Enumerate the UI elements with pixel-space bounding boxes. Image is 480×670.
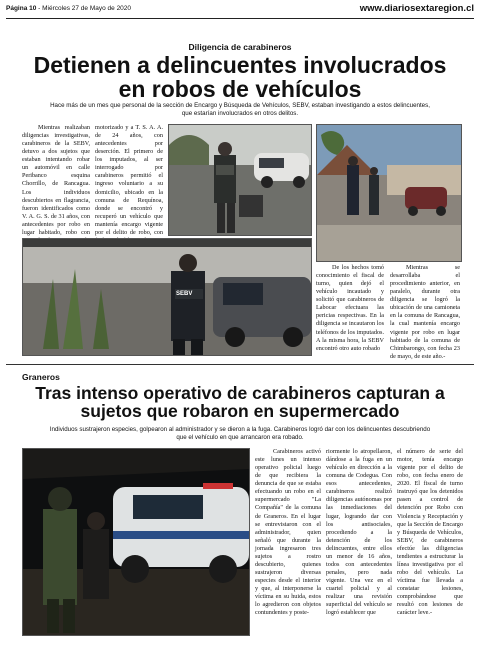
- article1-column-2: [95, 124, 163, 238]
- article1-column-4: [390, 264, 460, 360]
- article1-lead: [10, 102, 470, 118]
- article1-headline-line1: Detienen a delincuentes involucrados: [33, 52, 447, 78]
- article1-section: Diligencia de carabineros: [188, 42, 292, 52]
- article1-col2-text: motorizado y a T. S. A. A. de 24 años, con antecedentes por deserción. El primero de los imputados, al ser interrogado por carabineros permitió el ingreso voluntario a su domicilio, ubicado en la comuna de Requínoa, donde se encontró y recuperó un vehículo que mantenía encargo vigente por el delito de robo, con: [95, 124, 163, 236]
- article1-column-3: [316, 264, 384, 354]
- article2-col2-text: riormente lo atropellaron, dándose a la fuga en un vehículo en dirección a la comuna de Codegua. Con esos antecedentes, carabineros realizó diligencias autónomas por las inmediaciones del lugar, logrando dar con los antisociales, procediendo a la detención de los delincuentes, entre ellos un menor de 16 años, todos con antecedentes penales, pero nada vigente. Una vez en el cuartel policial y al realizar una revisión superficial del vehículo se logró establecer que: [326, 448, 392, 617]
- page-number: Página 10: [6, 5, 37, 12]
- article2-lead-line2: que el vehículo en que arrancaron era robado.: [176, 433, 304, 441]
- article2-col1-text: Carabineros activó este lunes un intenso operativo policial luego de que recibiera la denuncia de que se estaba efectuando un robo en el supermercado "La Compañía" de la comuna de Graneros. En el lugar se entrevistaron con el administrador, quien señaló que durante la jornada ingresaron tres sujetos a rostro descubierto, quienes sustrajeron diversas especies desde el interior y que, al interponerse la víctima en su huida, estos lo agredieron con objetos contundentes y poste-: [255, 448, 321, 617]
- article1-photo-3: [22, 238, 312, 356]
- sebv-badge-text: SEBV: [176, 291, 193, 297]
- article2-headline: [0, 384, 480, 421]
- article2-column-3: [397, 448, 463, 634]
- article1-lead-line2: que estarían involucrados en otros delitos.: [181, 109, 299, 117]
- site-url[interactable]: www.diariosextaregion.cl: [359, 3, 474, 14]
- article1-column-1: [22, 124, 90, 238]
- article2-headline-line2: sujetos que robaron en supermercado: [80, 401, 400, 422]
- article2-col3-text: el número de serie del motor, tenía encargo vigente por el delito de robo, con fecha enero de 2020. El fiscal de turno instruyó que los detenidos pasen a control de detención por Robo con Violencia y Receptación y que la Sección de Encargo y Búsqueda de Vehículos, SEBV, de carabineros efectúe las diligencias tendientes a estructurar la línea investigativa por el robo del vehículo. La víctima fue llevada a constatar lesiones, comprobándose que resultó con lesiones de carácter leve.-: [397, 448, 463, 617]
- article1-col1-text: Mientras realizaban diligencias investigativas, carabineros de la SEBV, detuvo a dos sujetos que estaban intentando robar un automóvil en calle Peribanco esquina Chorrillo, de Rancagua. Los individuos descubiertos en flagrancia, fueron identificados como V. A. G. S. de 31 años, con antecedentes por robo en lugar habitado, robo con: [22, 124, 90, 236]
- article2-lead: [10, 426, 470, 442]
- article1-photo-1: [168, 124, 312, 236]
- article2-photo: [22, 448, 250, 636]
- page-info: [6, 5, 131, 12]
- article2-section: Graneros: [22, 372, 60, 382]
- article1-col3-text: De los hechos tomó conocimiento el fiscal de turno, quien dejó el vehículo incautado y solicitó que carabineros de Labocar efectuara las pericias respectivas. En la diligencia se incautaron los teléfonos de los imputados. A la misma hora, la SEBV encontró otro auto robado: [316, 264, 384, 352]
- page-date: - Miércoles 27 de Mayo de 2020: [38, 5, 132, 12]
- article1-headline-line2: en robos de vehículos: [118, 76, 362, 103]
- article-divider: [6, 364, 474, 365]
- article2-headline-line1: Tras intenso operativo de carabineros capturan a: [35, 383, 445, 403]
- article1-headline: [0, 53, 480, 101]
- article2-column-1: [255, 448, 321, 634]
- article1-photo-2: [316, 124, 462, 262]
- article2-lead-line1: Individuos sustrajeron especies, golpearon al administrador y se dieron a la fuga. Carabineros logró dar con los delincuentes descubriendo: [49, 426, 431, 433]
- article1-lead-line1: Hace más de un mes que personal de la sección de Encargo y Búsqueda de Vehículos, SEBV, estaban investigando a estos delincuentes,: [50, 102, 430, 109]
- article2-column-2: [326, 448, 392, 634]
- page-header: [6, 4, 474, 19]
- article1-col4-text: Mientras se desarrollaba el procedimiento anterior, en paralelo, durante otra diligencia se logró la ubicación de una camioneta en la comuna de Rancagua, la cual mantenía encargo vigente por robo en lugar habitado de la comuna de Chimbarongo, con fecha 23 de mayo, de este año.-: [390, 264, 460, 360]
